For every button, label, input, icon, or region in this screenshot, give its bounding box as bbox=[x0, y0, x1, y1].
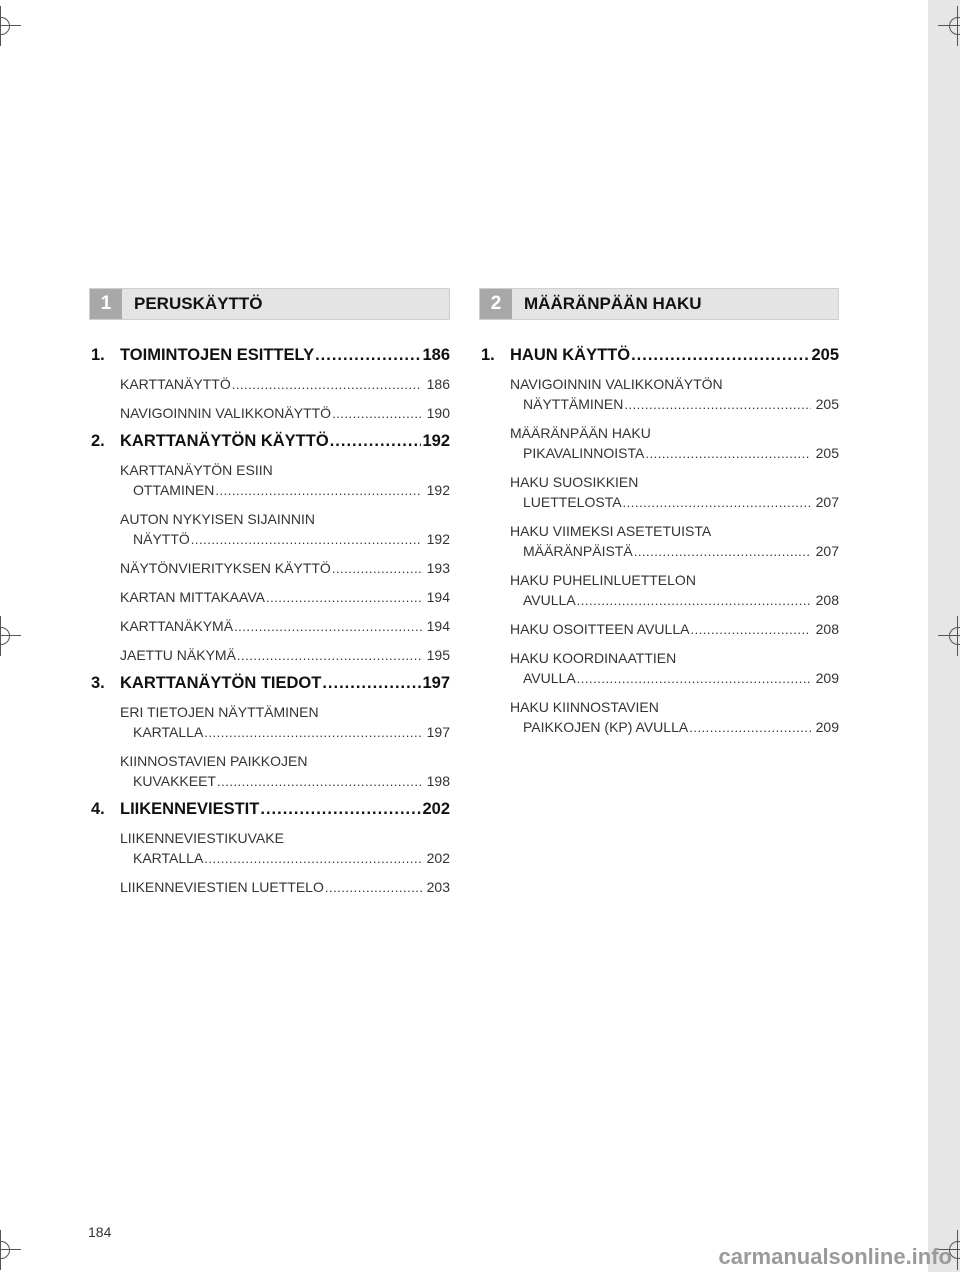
entry-text-line1: HAKU KOORDINAATTIEN bbox=[510, 650, 677, 666]
chapter-number: 2. bbox=[91, 432, 105, 450]
entry-page: 194 bbox=[426, 589, 450, 605]
entry-page: 192 bbox=[426, 531, 450, 547]
entry-page: 193 bbox=[426, 560, 450, 576]
toc-entry[interactable] bbox=[120, 751, 450, 792]
chapter-block bbox=[89, 432, 450, 666]
chapter-number: 4. bbox=[91, 800, 105, 818]
toc-entry[interactable] bbox=[120, 509, 450, 550]
toc-entry[interactable] bbox=[120, 702, 450, 743]
chapter-heading[interactable] bbox=[89, 432, 450, 451]
chapter-heading[interactable] bbox=[89, 674, 450, 693]
dot-leader bbox=[634, 542, 811, 562]
section-2 bbox=[479, 288, 839, 746]
entry-text: KARTTANÄKYMÄ bbox=[120, 618, 234, 634]
entry-row bbox=[120, 616, 450, 637]
chapter-heading[interactable] bbox=[89, 800, 450, 819]
dot-leader bbox=[332, 559, 422, 579]
entry-text-line1: MÄÄRÄNPÄÄN HAKU bbox=[510, 425, 651, 441]
toc-entry[interactable] bbox=[510, 521, 839, 562]
chapter-title: KARTTANÄYTÖN KÄYTTÖ bbox=[120, 432, 329, 450]
dot-leader bbox=[325, 878, 422, 898]
dot-leader bbox=[315, 346, 421, 365]
entry-row bbox=[120, 558, 450, 579]
toc-entry[interactable] bbox=[120, 460, 450, 501]
entry-row bbox=[510, 541, 839, 562]
chapter-number: 1. bbox=[481, 346, 495, 364]
toc-entry[interactable] bbox=[120, 587, 450, 608]
chapter-number: 1. bbox=[91, 346, 105, 364]
entry-text: AVULLA bbox=[523, 670, 576, 686]
entry-page: 190 bbox=[426, 405, 450, 421]
entry-text: OTTAMINEN bbox=[133, 482, 215, 498]
entry-list bbox=[89, 702, 450, 792]
dot-leader bbox=[191, 530, 422, 550]
entry-text: KARTTANÄYTTÖ bbox=[120, 376, 231, 392]
dot-leader bbox=[204, 849, 421, 869]
chapter-list bbox=[89, 346, 450, 898]
entry-page: 195 bbox=[426, 647, 450, 663]
entry-row bbox=[120, 403, 450, 424]
crop-mark-icon bbox=[938, 6, 960, 46]
dot-leader bbox=[322, 674, 421, 693]
entry-page: 207 bbox=[815, 494, 839, 510]
entry-page: 209 bbox=[815, 719, 839, 735]
dot-leader bbox=[623, 493, 811, 513]
entry-text: KARTAN MITTAKAAVA bbox=[120, 589, 265, 605]
dot-leader bbox=[234, 617, 422, 637]
toc-entry[interactable] bbox=[120, 828, 450, 869]
entry-text: NÄYTTÖ bbox=[133, 531, 190, 547]
entry-page: 198 bbox=[426, 773, 450, 789]
crop-mark-icon bbox=[938, 616, 960, 656]
entry-row bbox=[510, 668, 839, 689]
toc-entry[interactable] bbox=[510, 472, 839, 513]
entry-page: 205 bbox=[815, 445, 839, 461]
toc-entry[interactable] bbox=[510, 570, 839, 611]
entry-list bbox=[89, 828, 450, 898]
chapter-title: HAUN KÄYTTÖ bbox=[510, 346, 631, 364]
entry-row bbox=[510, 394, 839, 415]
entry-text-line1: HAKU VIIMEKSI ASETETUISTA bbox=[510, 523, 712, 539]
entry-row bbox=[120, 877, 450, 898]
toc-entry[interactable] bbox=[120, 374, 450, 395]
entry-page: 205 bbox=[815, 396, 839, 412]
entry-page: 197 bbox=[426, 724, 450, 740]
entry-page: 186 bbox=[426, 376, 450, 392]
entry-text: PAIKKOJEN (KP) AVULLA bbox=[523, 719, 689, 735]
chapter-heading[interactable] bbox=[89, 346, 450, 365]
entry-text: KARTALLA bbox=[133, 724, 204, 740]
entry-page: 208 bbox=[815, 592, 839, 608]
entry-row bbox=[120, 529, 450, 550]
chapter-block bbox=[89, 800, 450, 898]
entry-page: 203 bbox=[426, 879, 450, 895]
dot-leader bbox=[217, 772, 422, 792]
toc-entry[interactable] bbox=[510, 619, 839, 640]
entry-text: JAETTU NÄKYMÄ bbox=[120, 647, 236, 663]
chapter-title: TOIMINTOJEN ESITTELY bbox=[120, 346, 315, 364]
toc-entry[interactable] bbox=[120, 645, 450, 666]
chapter-block bbox=[89, 346, 450, 424]
toc-entry[interactable] bbox=[510, 648, 839, 689]
entry-text: LUETTELOSTA bbox=[523, 494, 622, 510]
entry-text: PIKAVALINNOISTA bbox=[523, 445, 645, 461]
dot-leader bbox=[631, 346, 810, 365]
entry-text-line1: HAKU KIINNOSTAVIEN bbox=[510, 699, 659, 715]
entry-text: MÄÄRÄNPÄISTÄ bbox=[523, 543, 633, 559]
entry-text-line1: KARTTANÄYTÖN ESIIN bbox=[120, 462, 273, 478]
entry-row bbox=[510, 717, 839, 738]
dot-leader bbox=[266, 588, 422, 608]
crop-mark-icon bbox=[0, 1230, 21, 1270]
entry-text-line1: ERI TIETOJEN NÄYTTÄMINEN bbox=[120, 704, 319, 720]
chapter-block bbox=[479, 346, 839, 738]
entry-text-line1: NAVIGOINNIN VALIKKONÄYTÖN bbox=[510, 376, 723, 392]
entry-row bbox=[120, 722, 450, 743]
dot-leader bbox=[690, 620, 810, 640]
toc-entry[interactable] bbox=[510, 374, 839, 415]
entry-row bbox=[120, 645, 450, 666]
entry-text-line1: LIIKENNEVIESTIKUVAKE bbox=[120, 830, 284, 846]
entry-row bbox=[510, 492, 839, 513]
toc-entry[interactable] bbox=[120, 616, 450, 637]
chapter-page: 192 bbox=[422, 432, 450, 450]
toc-entry[interactable] bbox=[510, 697, 839, 738]
dot-leader bbox=[260, 800, 421, 819]
chapter-list bbox=[479, 346, 839, 738]
entry-text-line1: KIINNOSTAVIEN PAIKKOJEN bbox=[120, 753, 308, 769]
dot-leader bbox=[215, 481, 421, 501]
dot-leader bbox=[204, 723, 421, 743]
entry-text: AVULLA bbox=[523, 592, 576, 608]
entry-row bbox=[120, 848, 450, 869]
chapter-page: 202 bbox=[422, 800, 450, 818]
dot-leader bbox=[332, 404, 422, 424]
toc-entry[interactable] bbox=[120, 403, 450, 424]
entry-text: KARTALLA bbox=[133, 850, 204, 866]
section-number: 2 bbox=[480, 289, 512, 319]
entry-row bbox=[120, 771, 450, 792]
entry-text: HAKU OSOITTEEN AVULLA bbox=[510, 621, 690, 637]
section-title: MÄÄRÄNPÄÄN HAKU bbox=[524, 294, 702, 313]
section-1 bbox=[89, 288, 450, 906]
entry-row bbox=[510, 590, 839, 611]
entry-text: NAVIGOINNIN VALIKKONÄYTTÖ bbox=[120, 405, 332, 421]
section-number: 1 bbox=[90, 289, 122, 319]
dot-leader bbox=[645, 444, 810, 464]
entry-page: 192 bbox=[426, 482, 450, 498]
section-title: PERUSKÄYTTÖ bbox=[134, 294, 263, 313]
entry-page: 202 bbox=[426, 850, 450, 866]
entry-page: 209 bbox=[815, 670, 839, 686]
entry-text-line1: AUTON NYKYISEN SIJAINNIN bbox=[120, 511, 316, 527]
watermark: carmanualsonline.info bbox=[718, 1244, 952, 1269]
chapter-page: 186 bbox=[422, 346, 450, 364]
entry-text: KUVAKKEET bbox=[133, 773, 216, 789]
chapter-page: 205 bbox=[811, 346, 839, 364]
dot-leader bbox=[577, 591, 811, 611]
entry-list bbox=[89, 374, 450, 424]
dot-leader bbox=[232, 375, 422, 395]
entry-page: 208 bbox=[815, 621, 839, 637]
entry-list bbox=[89, 460, 450, 666]
toc-entry[interactable] bbox=[120, 877, 450, 898]
entry-list bbox=[479, 374, 839, 738]
toc-entry[interactable] bbox=[120, 558, 450, 579]
entry-row bbox=[120, 480, 450, 501]
entry-text: NÄYTTÄMINEN bbox=[523, 396, 624, 412]
entry-page: 207 bbox=[815, 543, 839, 559]
dot-leader bbox=[624, 395, 810, 415]
page-number: 184 bbox=[88, 1224, 112, 1240]
chapter-number: 3. bbox=[91, 674, 105, 692]
chapter-title: LIIKENNEVIESTIT bbox=[120, 800, 260, 818]
section-header bbox=[89, 288, 450, 320]
dot-leader bbox=[577, 669, 811, 689]
dot-leader bbox=[689, 718, 810, 738]
entry-text: LIIKENNEVIESTIEN LUETTELO bbox=[120, 879, 324, 895]
entry-row bbox=[120, 587, 450, 608]
section-header bbox=[479, 288, 839, 320]
entry-text: NÄYTÖNVIERITYKSEN KÄYTTÖ bbox=[120, 560, 331, 576]
dot-leader bbox=[237, 646, 422, 666]
chapter-title: KARTTANÄYTÖN TIEDOT bbox=[120, 674, 322, 692]
entry-row bbox=[510, 619, 839, 640]
chapter-block bbox=[89, 674, 450, 792]
entry-text-line1: HAKU PUHELINLUETTELON bbox=[510, 572, 696, 588]
chapter-heading[interactable] bbox=[479, 346, 839, 365]
entry-row bbox=[120, 374, 450, 395]
toc-entry[interactable] bbox=[510, 423, 839, 464]
crop-mark-icon bbox=[0, 616, 21, 656]
crop-mark-icon bbox=[0, 6, 21, 46]
entry-text-line1: HAKU SUOSIKKIEN bbox=[510, 474, 639, 490]
dot-leader bbox=[330, 432, 422, 451]
entry-page: 194 bbox=[426, 618, 450, 634]
chapter-page: 197 bbox=[422, 674, 450, 692]
entry-row bbox=[510, 443, 839, 464]
